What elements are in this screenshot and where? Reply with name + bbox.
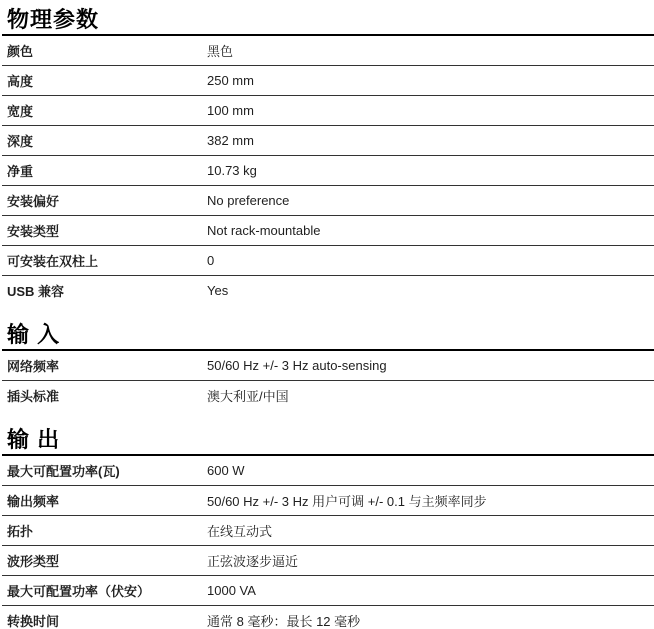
spec-rows: [2, 351, 654, 410]
spec-label: 拓扑: [7, 524, 34, 539]
spec-label: 输出频率: [7, 494, 60, 509]
spec-label: 高度: [7, 74, 34, 89]
section-title: 物理参数: [2, 8, 654, 36]
spec-value: 黑色: [207, 44, 234, 59]
table-row: [2, 546, 654, 576]
section-title: 输 出: [2, 428, 654, 456]
table-row: [2, 96, 654, 126]
table-row: [2, 276, 654, 305]
spec-label: 波形类型: [7, 554, 60, 569]
spec-label: 可安装在双柱上: [7, 254, 99, 269]
spec-label: 转换时间: [7, 614, 60, 629]
spec-value: 澳大利亚/中国: [207, 389, 289, 404]
table-row: [2, 186, 654, 216]
table-row: [2, 156, 654, 186]
spec-sections: [2, 8, 654, 629]
table-row: [2, 381, 654, 410]
spec-label: 安装类型: [7, 224, 60, 239]
spec-value: 1000 VA: [207, 583, 256, 598]
spec-label: 最大可配置功率(瓦): [7, 464, 120, 479]
spec-section-1: [2, 323, 654, 410]
spec-label: 最大可配置功率（伏安）: [7, 584, 151, 599]
spec-value: 通常 8 毫秒：最长 12 毫秒: [207, 614, 361, 629]
table-row: [2, 516, 654, 546]
spec-value: 在线互动式: [207, 524, 273, 539]
spec-value: 50/60 Hz +/- 3 Hz auto-sensing: [207, 358, 387, 373]
spec-rows: [2, 36, 654, 305]
spec-label: 深度: [7, 134, 34, 149]
spec-section-0: [2, 8, 654, 305]
table-row: [2, 486, 654, 516]
spec-value: 正弦波逐步逼近: [207, 554, 299, 569]
spec-label: 净重: [7, 164, 34, 179]
spec-value: Yes: [207, 283, 229, 298]
spec-value: 250 mm: [207, 73, 254, 88]
table-row: [2, 576, 654, 606]
spec-rows: [2, 456, 654, 629]
spec-value: 10.73 kg: [207, 163, 257, 178]
table-row: [2, 216, 654, 246]
spec-value: No preference: [207, 193, 290, 208]
spec-label: USB 兼容: [7, 284, 65, 299]
table-row: [2, 351, 654, 381]
spec-section-2: [2, 428, 654, 629]
spec-value: 100 mm: [207, 103, 254, 118]
spec-value: 0: [207, 253, 215, 268]
spec-value: 600 W: [207, 463, 245, 478]
spec-value: 382 mm: [207, 133, 254, 148]
spec-value: Not rack-mountable: [207, 223, 321, 238]
spec-value: 50/60 Hz +/- 3 Hz 用户可调 +/- 0.1 与主频率同步: [207, 494, 487, 509]
spec-label: 宽度: [7, 104, 34, 119]
table-row: [2, 606, 654, 629]
table-row: [2, 36, 654, 66]
table-row: [2, 456, 654, 486]
table-row: [2, 66, 654, 96]
section-title: 输 入: [2, 323, 654, 351]
spec-label: 颜色: [7, 44, 34, 59]
spec-label: 安装偏好: [7, 194, 60, 209]
spec-label: 插头标准: [7, 389, 60, 404]
spec-label: 网络频率: [7, 359, 60, 374]
table-row: [2, 246, 654, 276]
table-row: [2, 126, 654, 156]
